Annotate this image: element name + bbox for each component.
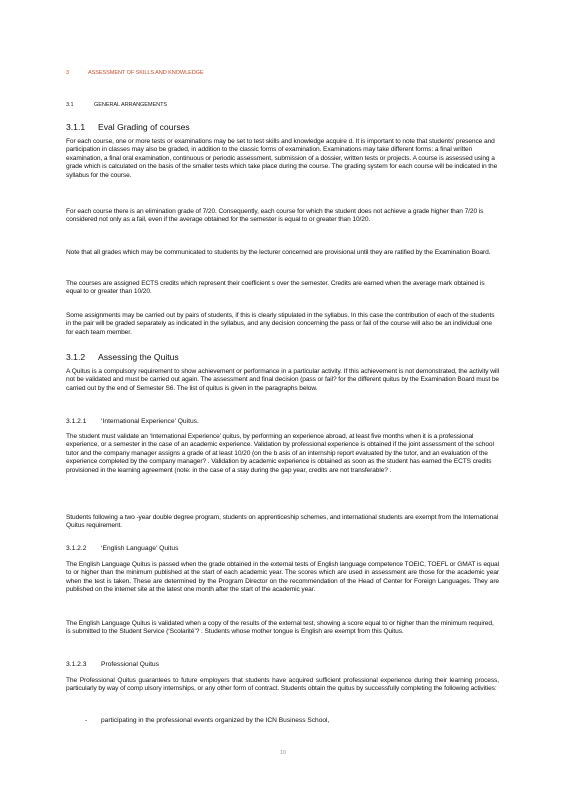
subsection-number: 3.1 — [66, 102, 74, 108]
heading-title: Professional Quitus — [101, 661, 159, 668]
heading-number: 3.1.2.2 — [66, 545, 87, 552]
heading-title: ‘International Experience’ Quitus. — [101, 418, 199, 425]
heading-number: 3.1.1 — [66, 122, 86, 132]
paragraph-quitus-definition: A Quitus is a compulsory requirement to show achievement or performance in a particular activity. If this achievement is not demonstrated, the activity will not be validated and must be carried out again. The assessment and final decision (pass or fail? for the different quitus by the Examination Board must be carried out by the end of Semester S6. The list of quitus is given in the paragraphs below. — [66, 368, 499, 392]
subsection-title: GENERAL ARRANGEMENTS — [94, 102, 168, 108]
heading-3-1-1 — [66, 122, 190, 132]
heading-number: 3.1.2.1 — [66, 418, 87, 425]
paragraph-english-validation: The English Language Quitus is validated when a copy of the results of the external test, showing a score equal to or higher than the minimum required, is submitted to the Student Service (‘Scolarité’? . Students whose mother tongue is English are exempt from this Quitus. — [66, 620, 494, 636]
heading-3-1-2-1 — [66, 418, 199, 425]
section-number: 3 — [66, 70, 70, 76]
subsection-heading — [66, 102, 167, 108]
heading-3-1-2-3 — [66, 661, 159, 668]
heading-title: ‘English Language’ Quitus — [101, 545, 179, 552]
paragraph-elimination-grade: For each course there is an elimination grade of 7/20. Consequently, each course for which the student does not achieve a grade higher than 7/20 is considered not only as a fail, even if the average obtained for the semester is equal to or greater than 10/20. — [66, 208, 484, 224]
paragraph-pair-assignments: Some assignments may be carried out by pairs of students, if this is clearly stipulated in the syllabus. In this case the contribution of each of the students in the pair will be graded separately as indicated in the syllabus, and any decision concerning the pass or fail of the course will also be an individual one for each team member. — [66, 312, 495, 336]
heading-number: 3.1.2.3 — [66, 661, 87, 668]
paragraph-international-exemptions: Students following a two -year double degree program, students on apprenticeship schemes, and international students are exempt from the International Quitus requirement. — [66, 514, 499, 530]
paragraph-grading: For each course, one or more tests or examinations may be set to test skills and knowledge acquire d. It is important to note that students’ presence and participation in classes may also be graded, in addition to the classic forms of examination. Examinations may take different forms: a final written examination, a final oral examination, continuous or periodic assessment, submission of a dossier, written tests or projects. A course is assessed using a grade which is calculated on the basis of the smaller tests which take place during the course. The grading system for each course will be indicated in the syllabus for the course. — [66, 138, 498, 179]
heading-title: Assessing the Quitus — [98, 352, 179, 362]
section-heading — [66, 70, 204, 76]
paragraph-english-tests: The English Language Quitus is passed when the grade obtained in the external tests of English language competence TOEIC, TOEFL or GMAT is equal to or higher than the minimum published at the start of each academic year. The scores which are used in assessment are those for the academic year when the test is taken. These are determined by the Program Director on the recommendation of the Head of Center for Foreign Languages. They are published on the internet site at the latest one month after the start of the academic year. — [66, 561, 499, 594]
bullet-dash: - — [85, 717, 88, 724]
heading-3-1-2-2 — [66, 545, 178, 552]
heading-number: 3.1.2 — [66, 352, 86, 362]
heading-title: Eval Grading of courses — [98, 122, 190, 132]
page-number: 10 — [279, 750, 287, 756]
paragraph-professional-quitus: The Professional Quitus guarantees to future employers that students have acquired sufficient professional experience during their learning process, particularly by way of comp ulsory internships, or any other form of contract. Students obtain the quitus by successfully completing the following activities: — [66, 677, 499, 693]
section-title: ASSESSMENT OF SKILLS AND KNOWLEDGE — [88, 70, 204, 76]
list-item-text: participating in the professional events organized by the ICN Business School, — [101, 717, 330, 724]
paragraph-international-experience: The student must validate an ‘International Experience’ quitus, by performing an experience abroad, at least five months when it is a professional experience, or a semester in the case of an academic experience. Validation by professional experience is obtained if the joint assessment of the school tutor and the company manager assigns a grade of at least 10/20 (on the b asis of an internship report evaluated by the tutor, and an evaluation of the experience completed by the company manager? . Validation by academic experience is obtained as soon as the student has earned the ECTS credits provisioned in the learning agreement (note: in the case of a stay during the gap year, credits are not transferable? . — [66, 433, 494, 474]
list-item — [85, 717, 329, 724]
paragraph-ects-credits: The courses are assigned ECTS credits which represent their coefficient s over the semester. Credits are earned when the average mark obtained is equal to or greater than 10/20. — [66, 280, 485, 296]
heading-3-1-2 — [66, 352, 179, 362]
paragraph-provisional-grades: Note that all grades which may be communicated to students by the lecturer concerned are provisional until they are ratified by the Examination Board. — [66, 249, 491, 256]
